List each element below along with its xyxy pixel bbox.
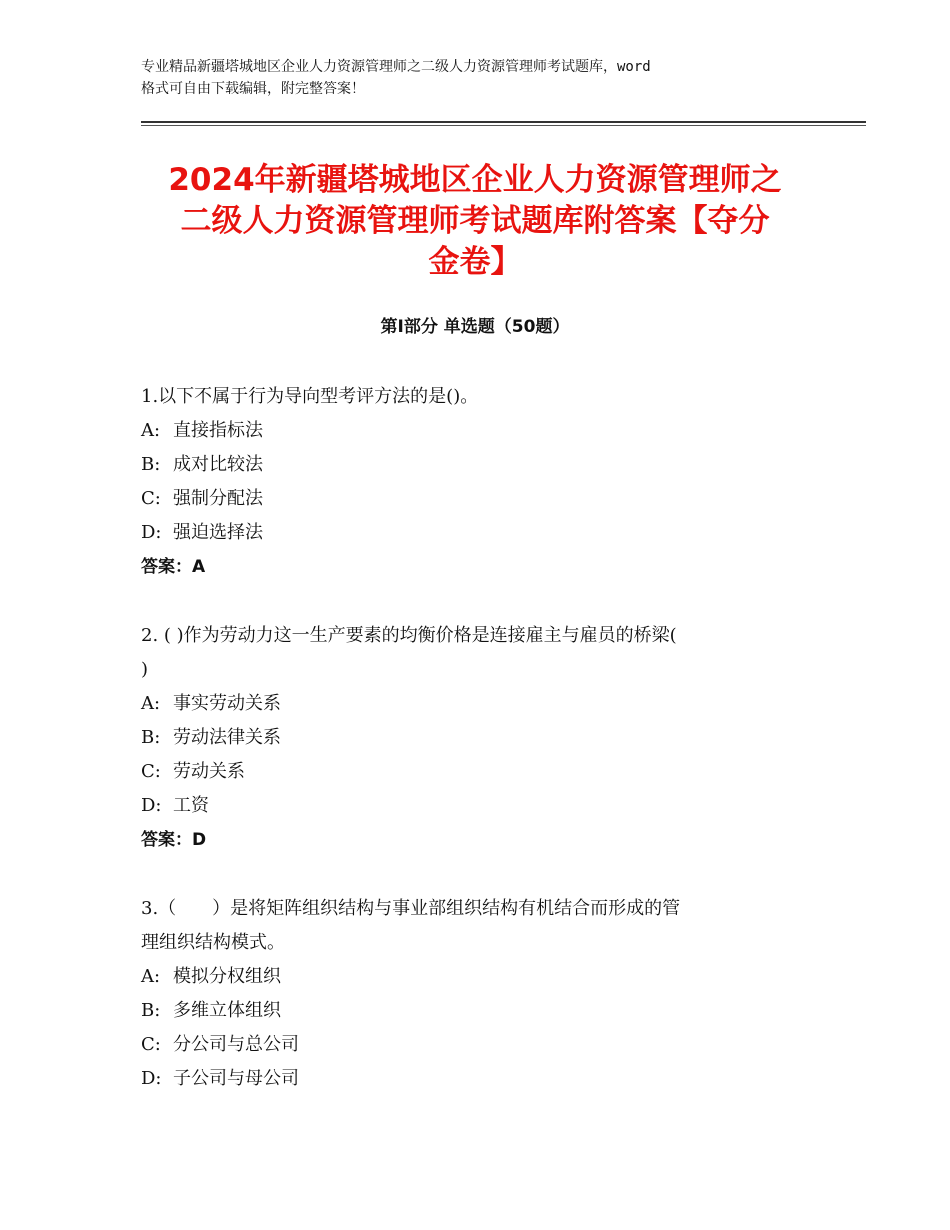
- option-a: [141, 960, 821, 994]
- option-text: 强迫选择法: [173, 522, 263, 543]
- option-text: 事实劳动关系: [173, 693, 281, 714]
- question-stem: 理组织结构模式。: [141, 932, 285, 953]
- title-line: 金卷】: [428, 244, 522, 280]
- question-stem: 1.以下不属于行为导向型考评方法的是()。: [141, 386, 479, 407]
- option-letter: B:: [141, 454, 161, 475]
- header-divider: [141, 121, 866, 123]
- question-1: [141, 380, 821, 584]
- option-letter: A:: [141, 420, 161, 441]
- option-letter: C:: [141, 761, 161, 782]
- document-title: [120, 160, 830, 283]
- option-b: [141, 448, 821, 482]
- option-text: 子公司与母公司: [173, 1068, 299, 1089]
- option-b: [141, 994, 821, 1028]
- section-title: 第Ⅰ部分 单选题（50题）: [380, 317, 570, 337]
- option-text: 劳动关系: [173, 761, 245, 782]
- option-letter: D:: [141, 1068, 162, 1089]
- title-line: 2024年新疆塔城地区企业人力资源管理师之: [168, 162, 782, 198]
- option-text: 劳动法律关系: [173, 727, 281, 748]
- answer: 答案：D: [141, 830, 207, 850]
- option-text: 多维立体组织: [173, 1000, 281, 1021]
- question-2: [141, 619, 821, 857]
- option-letter: D:: [141, 522, 162, 543]
- option-c: [141, 1028, 821, 1062]
- option-d: [141, 1062, 821, 1096]
- header-note: [141, 56, 821, 100]
- option-d: [141, 789, 821, 823]
- option-letter: D:: [141, 795, 162, 816]
- option-a: [141, 687, 821, 721]
- header-note-line: 格式可自由下载编辑，附完整答案！: [141, 81, 365, 97]
- option-letter: B:: [141, 727, 161, 748]
- question-stem: 2. ( )作为劳动力这一生产要素的均衡价格是连接雇主与雇员的桥梁(: [141, 625, 677, 646]
- question-3: [141, 892, 821, 1096]
- question-stem: 3.（ ）是将矩阵组织结构与事业部组织结构有机结合而形成的管: [141, 898, 681, 919]
- option-b: [141, 721, 821, 755]
- header-note-line: 专业精品新疆塔城地区企业人力资源管理师之二级人力资源管理师考试题库，word: [141, 59, 651, 75]
- option-letter: C:: [141, 488, 161, 509]
- header-divider: [141, 125, 866, 126]
- option-text: 成对比较法: [173, 454, 263, 475]
- option-c: [141, 755, 821, 789]
- option-text: 分公司与总公司: [173, 1034, 299, 1055]
- option-text: 强制分配法: [173, 488, 263, 509]
- option-d: [141, 516, 821, 550]
- option-letter: A:: [141, 693, 161, 714]
- option-text: 模拟分权组织: [173, 966, 281, 987]
- title-line: 二级人力资源管理师考试题库附答案【夺分: [180, 203, 770, 239]
- question-stem: ): [141, 659, 149, 680]
- option-letter: B:: [141, 1000, 161, 1021]
- option-letter: C:: [141, 1034, 161, 1055]
- answer: 答案：A: [141, 557, 206, 577]
- option-text: 直接指标法: [173, 420, 263, 441]
- option-letter: A:: [141, 966, 161, 987]
- option-a: [141, 414, 821, 448]
- option-text: 工资: [173, 795, 209, 816]
- option-c: [141, 482, 821, 516]
